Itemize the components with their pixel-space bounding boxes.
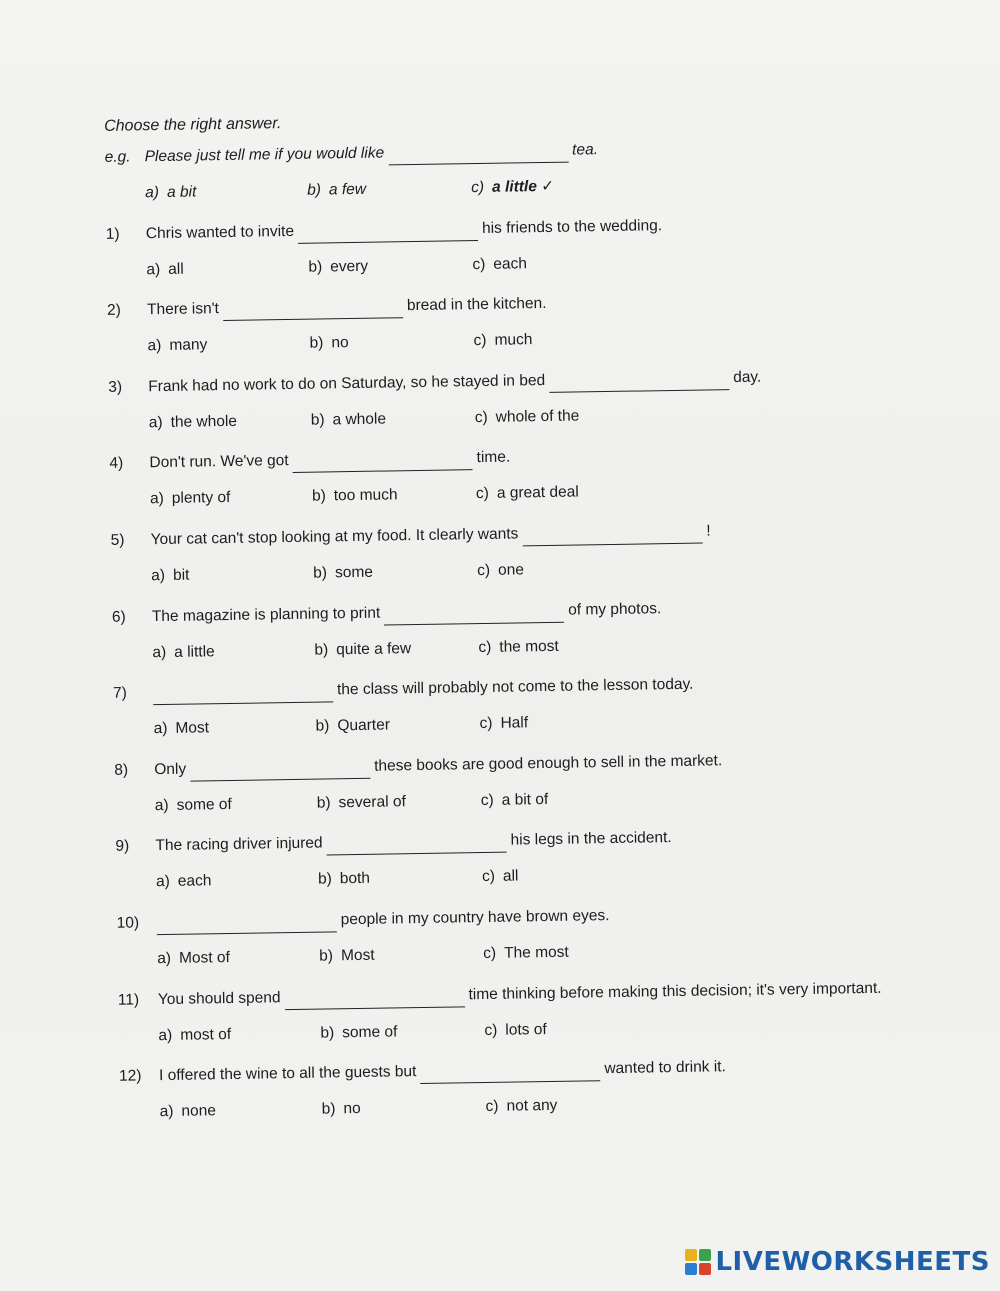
question-list xyxy=(98,209,962,1141)
question-item xyxy=(100,362,951,452)
option-letter: a) xyxy=(146,260,161,278)
question-number: 12) xyxy=(118,1067,142,1085)
question-item xyxy=(111,1052,962,1142)
option-a[interactable] xyxy=(155,793,232,818)
option-letter: b) xyxy=(308,258,323,276)
option-c[interactable] xyxy=(482,865,519,890)
question-number: 8) xyxy=(114,761,129,779)
option-b[interactable] xyxy=(308,254,368,279)
option-c[interactable] xyxy=(472,252,527,277)
option-text: all xyxy=(502,867,519,886)
answer-blank[interactable] xyxy=(522,526,702,546)
option-b[interactable] xyxy=(317,790,406,815)
option-text: Most xyxy=(175,719,210,737)
option-text: much xyxy=(494,331,533,349)
option-text: all xyxy=(168,260,184,278)
question-item xyxy=(102,516,953,606)
option-letter: a) xyxy=(154,796,169,814)
option-text: Quarter xyxy=(337,716,391,735)
option-letter: b) xyxy=(317,870,332,888)
option-letter: b) xyxy=(313,564,328,582)
option-letter: c) xyxy=(479,715,493,733)
question-item xyxy=(109,898,960,988)
question-text-before: The magazine is planning to print xyxy=(151,604,381,625)
option-letter: a) xyxy=(151,566,166,585)
option-text: whole of the xyxy=(495,407,580,426)
option-text: most of xyxy=(180,1025,232,1044)
logo-square-1 xyxy=(685,1249,697,1261)
question-text-after: tea. xyxy=(571,141,599,159)
question-text-after: his legs in the accident. xyxy=(510,829,672,849)
option-c[interactable] xyxy=(478,634,559,659)
answer-blank[interactable] xyxy=(284,990,464,1010)
option-a[interactable] xyxy=(152,640,215,665)
answer-blank[interactable] xyxy=(420,1064,600,1084)
option-letter: b) xyxy=(309,334,324,352)
option-letter: c) xyxy=(478,638,492,656)
option-letter: b) xyxy=(319,947,334,965)
question-text-before: Please just tell me if you would like xyxy=(144,144,385,166)
option-b[interactable] xyxy=(321,1097,360,1122)
option-a[interactable] xyxy=(153,716,209,741)
question-text-after: ! xyxy=(706,522,711,540)
option-text: plenty of xyxy=(171,489,231,508)
question-number: 5) xyxy=(110,531,125,549)
option-text: a great deal xyxy=(496,483,579,503)
option-letter: c) xyxy=(475,485,490,503)
answer-blank[interactable] xyxy=(384,605,564,625)
option-text: each xyxy=(493,254,528,273)
option-b[interactable] xyxy=(320,1020,397,1045)
option-letter: a) xyxy=(149,490,164,508)
question-text-after: people in my country have brown eyes. xyxy=(340,906,610,929)
option-text: Half xyxy=(500,714,529,732)
option-text: several of xyxy=(338,792,406,812)
question-item xyxy=(99,286,950,376)
option-b[interactable] xyxy=(314,637,411,663)
option-text: a bit of xyxy=(501,790,549,809)
option-c[interactable] xyxy=(477,558,524,583)
option-text: some xyxy=(334,563,374,582)
option-letter: a) xyxy=(152,643,167,661)
question-text-before: Frank had no work to do on Saturday, so he stayed in bed xyxy=(148,371,546,395)
option-a: a) a bit xyxy=(145,183,197,202)
option-letter: c) xyxy=(473,332,487,350)
option-a[interactable] xyxy=(158,1023,231,1048)
option-letter: b) xyxy=(311,487,326,506)
option-c[interactable] xyxy=(481,788,549,813)
option-a[interactable] xyxy=(147,333,207,358)
option-a[interactable] xyxy=(156,870,212,895)
answer-blank[interactable] xyxy=(293,454,473,474)
question-text-before: I offered the wine to all the guests but xyxy=(158,1063,417,1085)
option-text: bit xyxy=(172,566,190,584)
option-text: one xyxy=(497,561,525,579)
answer-blank[interactable] xyxy=(223,301,403,321)
option-c[interactable] xyxy=(473,328,532,353)
option-c[interactable] xyxy=(484,1018,547,1043)
option-a[interactable] xyxy=(159,1099,216,1124)
option-letter: c) xyxy=(485,1097,499,1116)
logo-text: LIVEWORKSHEETS xyxy=(715,1247,990,1277)
option-text: quite a few xyxy=(336,639,412,658)
option-a[interactable] xyxy=(151,564,190,589)
option-letter: a) xyxy=(159,1103,174,1121)
option-letter: b) xyxy=(320,1023,335,1042)
option-text: both xyxy=(339,870,371,888)
option-c[interactable] xyxy=(479,711,528,736)
question-text-before: Chris wanted to invite xyxy=(145,222,295,242)
answer-blank[interactable] xyxy=(298,224,478,244)
option-text: The most xyxy=(503,943,569,962)
answer-blank[interactable] xyxy=(153,686,333,706)
question-number: 1) xyxy=(105,225,120,243)
question-text-after: the class will probably not come to the lesson today. xyxy=(336,675,694,699)
question-number: 9) xyxy=(115,837,130,856)
question-text-after: day. xyxy=(732,368,762,386)
question-item xyxy=(105,669,956,759)
answer-blank[interactable] xyxy=(327,836,507,856)
option-letter: b) xyxy=(316,794,331,812)
option-letter: c) xyxy=(483,944,497,962)
question-text-before: Don't run. We've got xyxy=(149,452,289,472)
option-letter: c) xyxy=(472,255,486,273)
option-letter: b) xyxy=(315,717,330,735)
option-a[interactable] xyxy=(157,946,230,971)
question-item xyxy=(101,439,952,529)
question-text-after: these books are good enough to sell in the market. xyxy=(373,751,723,775)
answer-blank[interactable] xyxy=(157,915,337,935)
option-c[interactable] xyxy=(483,941,569,966)
option-letter: b) xyxy=(314,640,329,659)
answer-blank[interactable] xyxy=(190,762,370,782)
option-text: many xyxy=(169,336,208,355)
option-letter: a) xyxy=(158,1026,173,1044)
question-number: 3) xyxy=(108,378,123,396)
option-text: not any xyxy=(506,1097,558,1115)
option-letter: a) xyxy=(155,873,170,891)
question-text-after: time thinking before making this decision; it's very important. xyxy=(468,979,882,1003)
option-text: lots of xyxy=(505,1020,547,1039)
liveworksheets-logo xyxy=(685,1247,990,1277)
logo-icon xyxy=(685,1249,711,1275)
example-question xyxy=(96,133,947,223)
logo-square-2 xyxy=(699,1249,711,1261)
option-text: no xyxy=(343,1100,361,1118)
option-a[interactable] xyxy=(150,486,231,511)
option-c[interactable] xyxy=(485,1094,557,1119)
question-number: 4) xyxy=(109,454,124,473)
option-b[interactable] xyxy=(311,407,387,432)
exercise-sheet xyxy=(96,103,962,1142)
option-c-correct: c) a little ✓ xyxy=(471,177,555,197)
option-text: the whole xyxy=(170,412,238,431)
option-letter: c) xyxy=(480,791,494,809)
option-letter: a) xyxy=(153,720,168,738)
question-text-after: time. xyxy=(476,448,511,467)
answer-blank[interactable] xyxy=(549,373,729,393)
option-letter: c) xyxy=(484,1021,498,1039)
option-c[interactable] xyxy=(475,404,580,430)
question-text-before: There isn't xyxy=(146,300,220,319)
option-letter: a) xyxy=(147,337,162,355)
option-b[interactable] xyxy=(315,714,390,739)
question-number: 11) xyxy=(117,990,140,1009)
option-text: a whole xyxy=(332,410,387,429)
question-text-after: wanted to drink it. xyxy=(604,1058,726,1078)
option-text: Most of xyxy=(178,948,230,967)
question-text-before: The racing driver injured xyxy=(155,834,323,855)
question-item xyxy=(110,975,961,1065)
logo-square-4 xyxy=(699,1263,711,1275)
option-text: too much xyxy=(333,486,398,505)
option-a[interactable] xyxy=(149,410,238,435)
option-b[interactable] xyxy=(312,484,398,509)
question-number: 2) xyxy=(106,301,121,320)
question-text-before: You should spend xyxy=(157,988,281,1008)
option-text: some of xyxy=(176,795,232,814)
option-text: a little xyxy=(174,642,215,661)
option-b[interactable] xyxy=(313,561,373,586)
option-text: each xyxy=(177,872,212,891)
question-text-before: Your cat can't stop looking at my food. It clearly wants xyxy=(150,525,519,549)
question-number: 6) xyxy=(111,608,126,626)
option-letter: b) xyxy=(321,1100,336,1118)
example-label: e.g. xyxy=(104,148,131,166)
option-letter: c) xyxy=(477,561,491,580)
option-text: the most xyxy=(499,637,559,656)
option-letter: c) xyxy=(481,868,496,886)
option-text: none xyxy=(181,1102,217,1120)
option-text: no xyxy=(331,334,349,352)
option-text: every xyxy=(330,257,369,275)
question-text-before: Only xyxy=(154,760,187,778)
answer-blank xyxy=(388,146,568,166)
logo-square-3 xyxy=(685,1263,697,1275)
instruction-text: Choose the right answer. xyxy=(104,115,282,135)
question-item xyxy=(104,592,955,682)
option-text: Most xyxy=(340,946,375,965)
option-letter: a) xyxy=(148,413,163,431)
option-b[interactable] xyxy=(319,944,375,969)
option-c[interactable] xyxy=(476,481,579,507)
option-letter: b) xyxy=(310,411,325,429)
option-letter: c) xyxy=(474,408,488,426)
question-number: 10) xyxy=(116,914,140,932)
question-text-after: of my photos. xyxy=(568,599,662,619)
option-letter: a) xyxy=(157,949,172,968)
question-item xyxy=(107,822,958,912)
question-text-after: bread in the kitchen. xyxy=(406,295,547,315)
option-b: b) a few xyxy=(307,180,367,199)
option-b[interactable] xyxy=(318,867,370,892)
question-item xyxy=(98,209,949,299)
option-a[interactable] xyxy=(146,257,184,282)
question-text-after: his friends to the wedding. xyxy=(481,216,663,237)
question-number: 7) xyxy=(112,684,128,702)
option-b[interactable] xyxy=(309,331,348,356)
question-item xyxy=(106,745,957,835)
option-text: some of xyxy=(342,1022,398,1041)
